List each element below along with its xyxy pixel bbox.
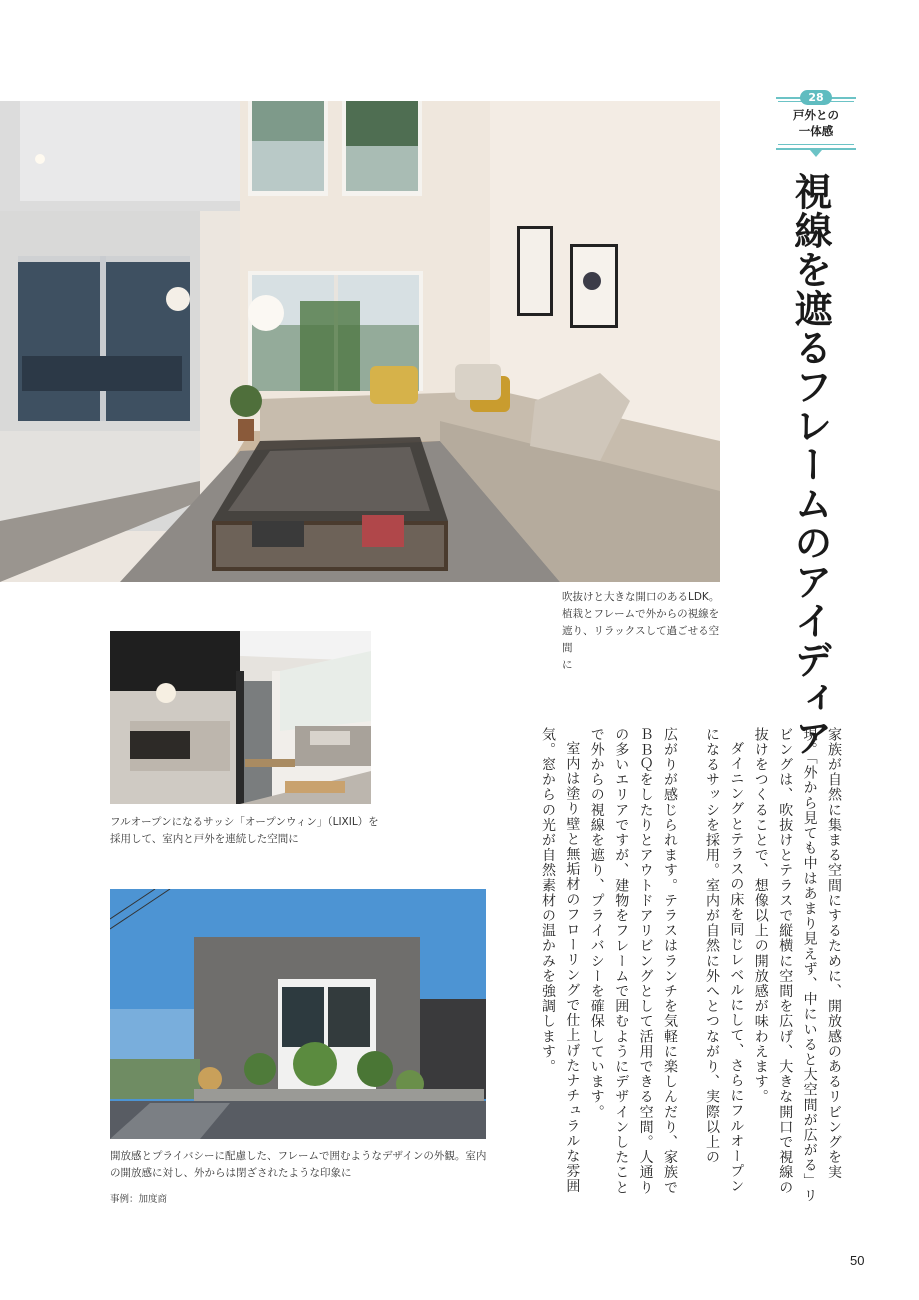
case-credit: 事例：加度商 bbox=[110, 1194, 168, 1205]
page-number: 50 bbox=[850, 1253, 865, 1268]
body-column-left bbox=[539, 727, 682, 1207]
body-paragraph: ダイニングとテラスの床を同じレベルにして、さらにフルオープンになるサッシを採用。室内が自然に外へとつながり、実際以上の bbox=[703, 727, 745, 1194]
article-number-badge bbox=[776, 89, 856, 164]
body-column-right bbox=[686, 727, 846, 1207]
badge-pointer bbox=[810, 150, 822, 157]
hero-photo-caption: 吹抜けと大きな開口のあるLDK。 植栽とフレームで外からの視線を 遮り、リラックスして過ごせる空間 に bbox=[562, 591, 720, 671]
exterior-photo-caption: 開放感とプライバシーに配慮した、フレームで囲むようなデザインの外観。室内 の開放感に対し、外からは閉ざされたような印象に bbox=[110, 1150, 487, 1179]
body-paragraph: 室内は塗り壁と無垢材のフローリングで仕上げたナチュラルな雰囲気。窓からの光が自然素材の温かみを強調します。 bbox=[539, 727, 581, 1194]
dining-terrace-photo bbox=[110, 631, 371, 804]
badge-label: 戸外との 一体感 bbox=[793, 108, 839, 138]
badge-number: 28 bbox=[800, 90, 832, 105]
body-paragraph: 広がりが感じられます。テラスはランチを気軽に楽しんだり、家族でＢＢＱをしたりとアウトドアリビングとして活用できる空間。人通りの多いエリアですが、建物をフレームで囲むようにデザインしたことで外からの視線を遮り、プライバシーを確保しています。 bbox=[588, 727, 678, 1196]
living-room-photo bbox=[0, 101, 720, 582]
body-paragraph: 家族が自然に集まる空間にするために、開放感のあるリビングを実現。「外から見ても中はあまり見えず、中にいると大空間が広がる」リビングは、吹抜けとテラスで縦横に空間を広げ、大きな開口で視線の抜けをつくることで、想像以上の開放感が味わえます。 bbox=[752, 727, 842, 1204]
house-exterior-photo bbox=[110, 889, 486, 1139]
badge-rule-bottom-inner bbox=[778, 144, 854, 145]
dining-photo-caption: フルオープンになるサッシ「オープンウィン」（LIXIL）を 採用して、室内と戸外を連続した空間に bbox=[110, 816, 379, 845]
article-title: 視線を遮るフレームのアイディア bbox=[788, 172, 832, 757]
